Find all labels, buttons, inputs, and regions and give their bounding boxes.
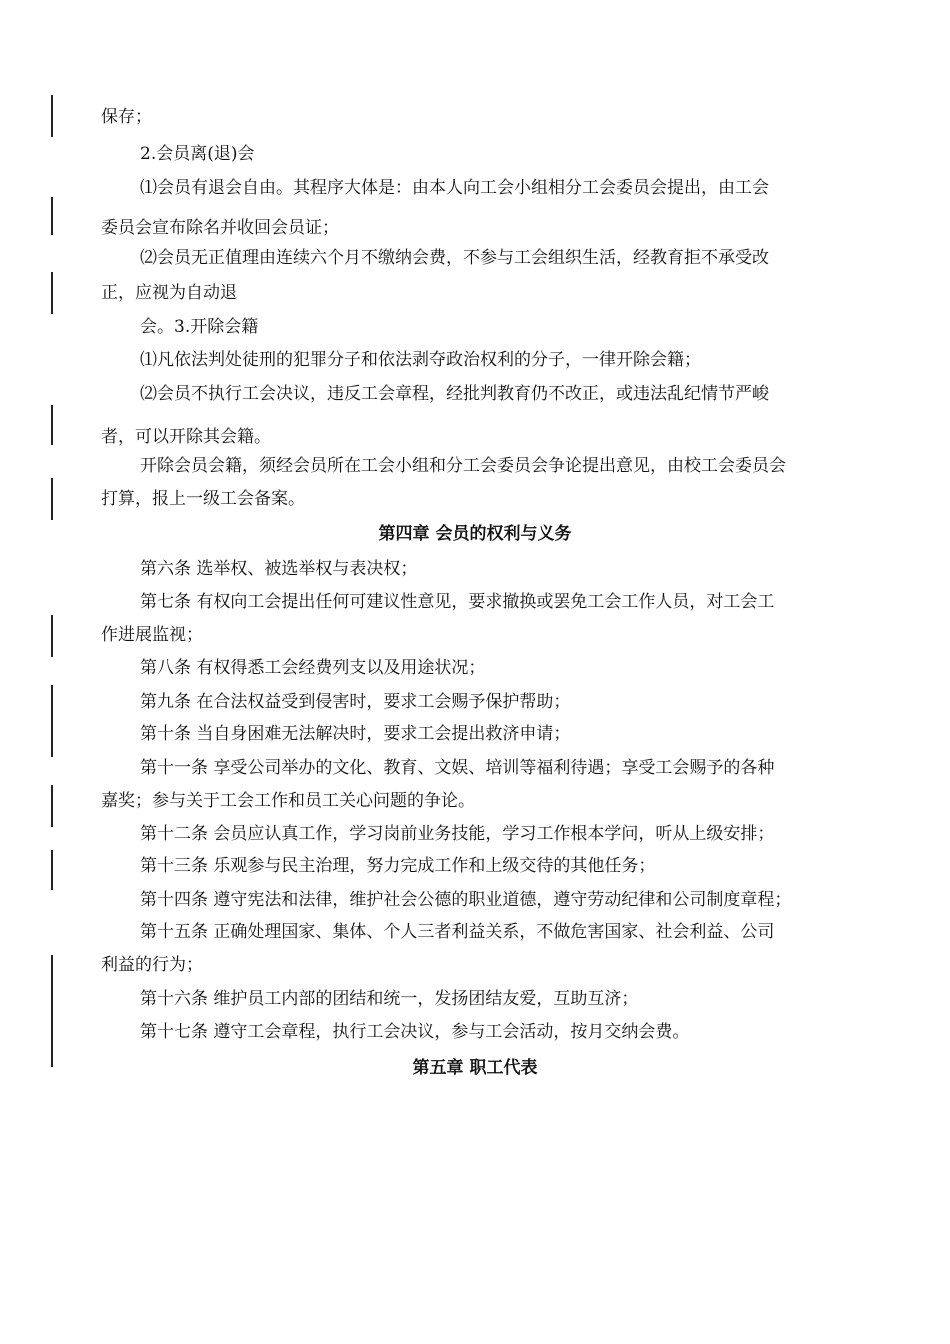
margin-bar <box>51 850 53 890</box>
list-item: 2.会员离(退)会 <box>140 144 255 164</box>
text-line: 正，应视为自动退 <box>101 283 237 303</box>
text-line: 会。3.开除会籍 <box>140 317 259 337</box>
article: 第八条 有权得悉工会经费列支以及用途状况； <box>140 658 486 678</box>
article: 第十条 当自身困难无法解决时，要求工会提出救济申请； <box>140 724 571 744</box>
text-line: 作进展监视； <box>101 625 203 645</box>
margin-bar <box>51 785 53 827</box>
margin-bar <box>51 478 53 520</box>
text-line: ⑴会员有退会自由。其程序大体是：由本人向工会小组相分工会委员会提出，由工会 <box>140 178 769 198</box>
margin-bar <box>51 272 53 314</box>
text-line: ⑴凡依法判处徒刑的犯罪分子和依法剥夺政治权利的分子，一律开除会籍； <box>140 350 701 370</box>
chapter-heading: 第四章 会员的权利与义务 <box>378 524 572 544</box>
article: 第十一条 享受公司举办的文化、教育、文娱、培训等福利待遇；享受工会赐予的各种 <box>140 758 775 778</box>
text-line: 者，可以开除其会籍。 <box>101 427 271 447</box>
article: 第六条 选举权、被选举权与表决权； <box>140 559 418 579</box>
article: 第十五条 正确处理国家、集体、个人三者利益关系，不做危害国家、社会利益、公司 <box>140 922 775 942</box>
chapter-heading: 第五章 职工代表 <box>412 1058 538 1078</box>
margin-bar <box>51 955 53 1067</box>
margin-bar <box>51 197 53 235</box>
article: 第十四条 遵守宪法和法律，维护社会公德的职业道德，遵守劳动纪律和公司制度章程； <box>140 890 792 910</box>
article: 第九条 在合法权益受到侵害时，要求工会赐予保护帮助； <box>140 692 571 712</box>
text-line: 嘉奖；参与关于工会工作和员工关心问题的争论。 <box>101 791 475 811</box>
article: 第十二条 会员应认真工作，学习岗前业务技能，学习工作根本学问，听从上级安排； <box>140 824 775 844</box>
text-line: 开除会员会籍，须经会员所在工会小组和分工会委员会争论提出意见，由校工会委员会 <box>140 456 786 476</box>
article: 第十七条 遵守工会章程，执行工会决议，参与工会活动，按月交纳会费。 <box>140 1022 690 1042</box>
text-line: ⑵会员不执行工会决议，违反工会章程，经批判教育仍不改正，或违法乱纪情节严峻 <box>140 384 769 404</box>
margin-bar <box>51 685 53 757</box>
margin-bar <box>51 615 53 657</box>
article: 第七条 有权向工会提出任何可建议性意见，要求撤换或罢免工会工作人员，对工会工 <box>140 592 775 612</box>
margin-bar <box>51 95 53 137</box>
text-line: 保存； <box>101 107 152 127</box>
article: 第十六条 维护员工内部的团结和统一，发扬团结友爱，互助互济； <box>140 989 639 1009</box>
text-line: 委员会宣布除名并收回会员证； <box>101 218 339 238</box>
text-line: 打算，报上一级工会备案。 <box>101 489 305 509</box>
article: 第十三条 乐观参与民主治理，努力完成工作和上级交待的其他任务； <box>140 856 656 876</box>
margin-bar <box>51 405 53 445</box>
text-line: 利益的行为； <box>101 955 203 975</box>
text-line: ⑵会员无正值理由连续六个月不缴纳会费，不参与工会组织生活，经教育拒不承受改 <box>140 248 769 268</box>
